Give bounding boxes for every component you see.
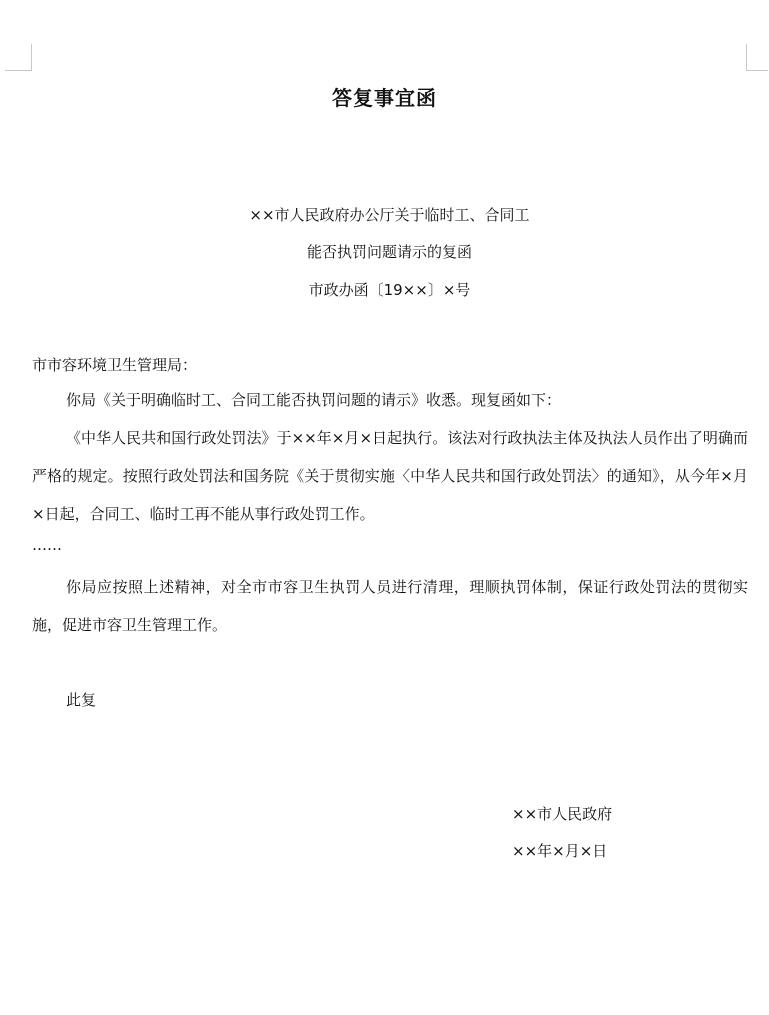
document-number: 市政办函〔19××〕×号 [308, 281, 471, 299]
closing-text: 此复 [66, 691, 97, 709]
addressee: 市市容环境卫生管理局： [32, 356, 198, 374]
signature-organization: ××市人民政府 [512, 805, 613, 823]
ellipsis-line: …… [32, 536, 62, 554]
body-paragraph-3: 你局应按照上述精神，对全市市容卫生执罚人员进行清理，理顺执罚体制，保证行政处罚法的贯彻实施，促进市容卫生管理工作。 [32, 578, 748, 634]
body-paragraph-2: 《中华人民共和国行政处罚法》于××年×月×日起执行。该法对行政执法主体及执法人员作出了明确而严格的规定。按照行政处罚法和国务院《关于贯彻实施〈中华人民共和国行政处罚法〉的通知》，从今年×月×日起，合同工、临时工再不能从事行政处罚工作。 [32, 429, 748, 523]
signature-date: ××年×月×日 [512, 842, 608, 860]
document-title: 答复事宜函 [332, 86, 437, 110]
body-paragraph-1: 你局《关于明确临时工、合同工能否执罚问题的请示》收悉。现复函如下： [66, 391, 562, 409]
heading-line-2: 能否执罚问题请示的复函 [306, 243, 472, 261]
heading-line-1: ××市人民政府办公厅关于临时工、合同工 [249, 206, 530, 224]
